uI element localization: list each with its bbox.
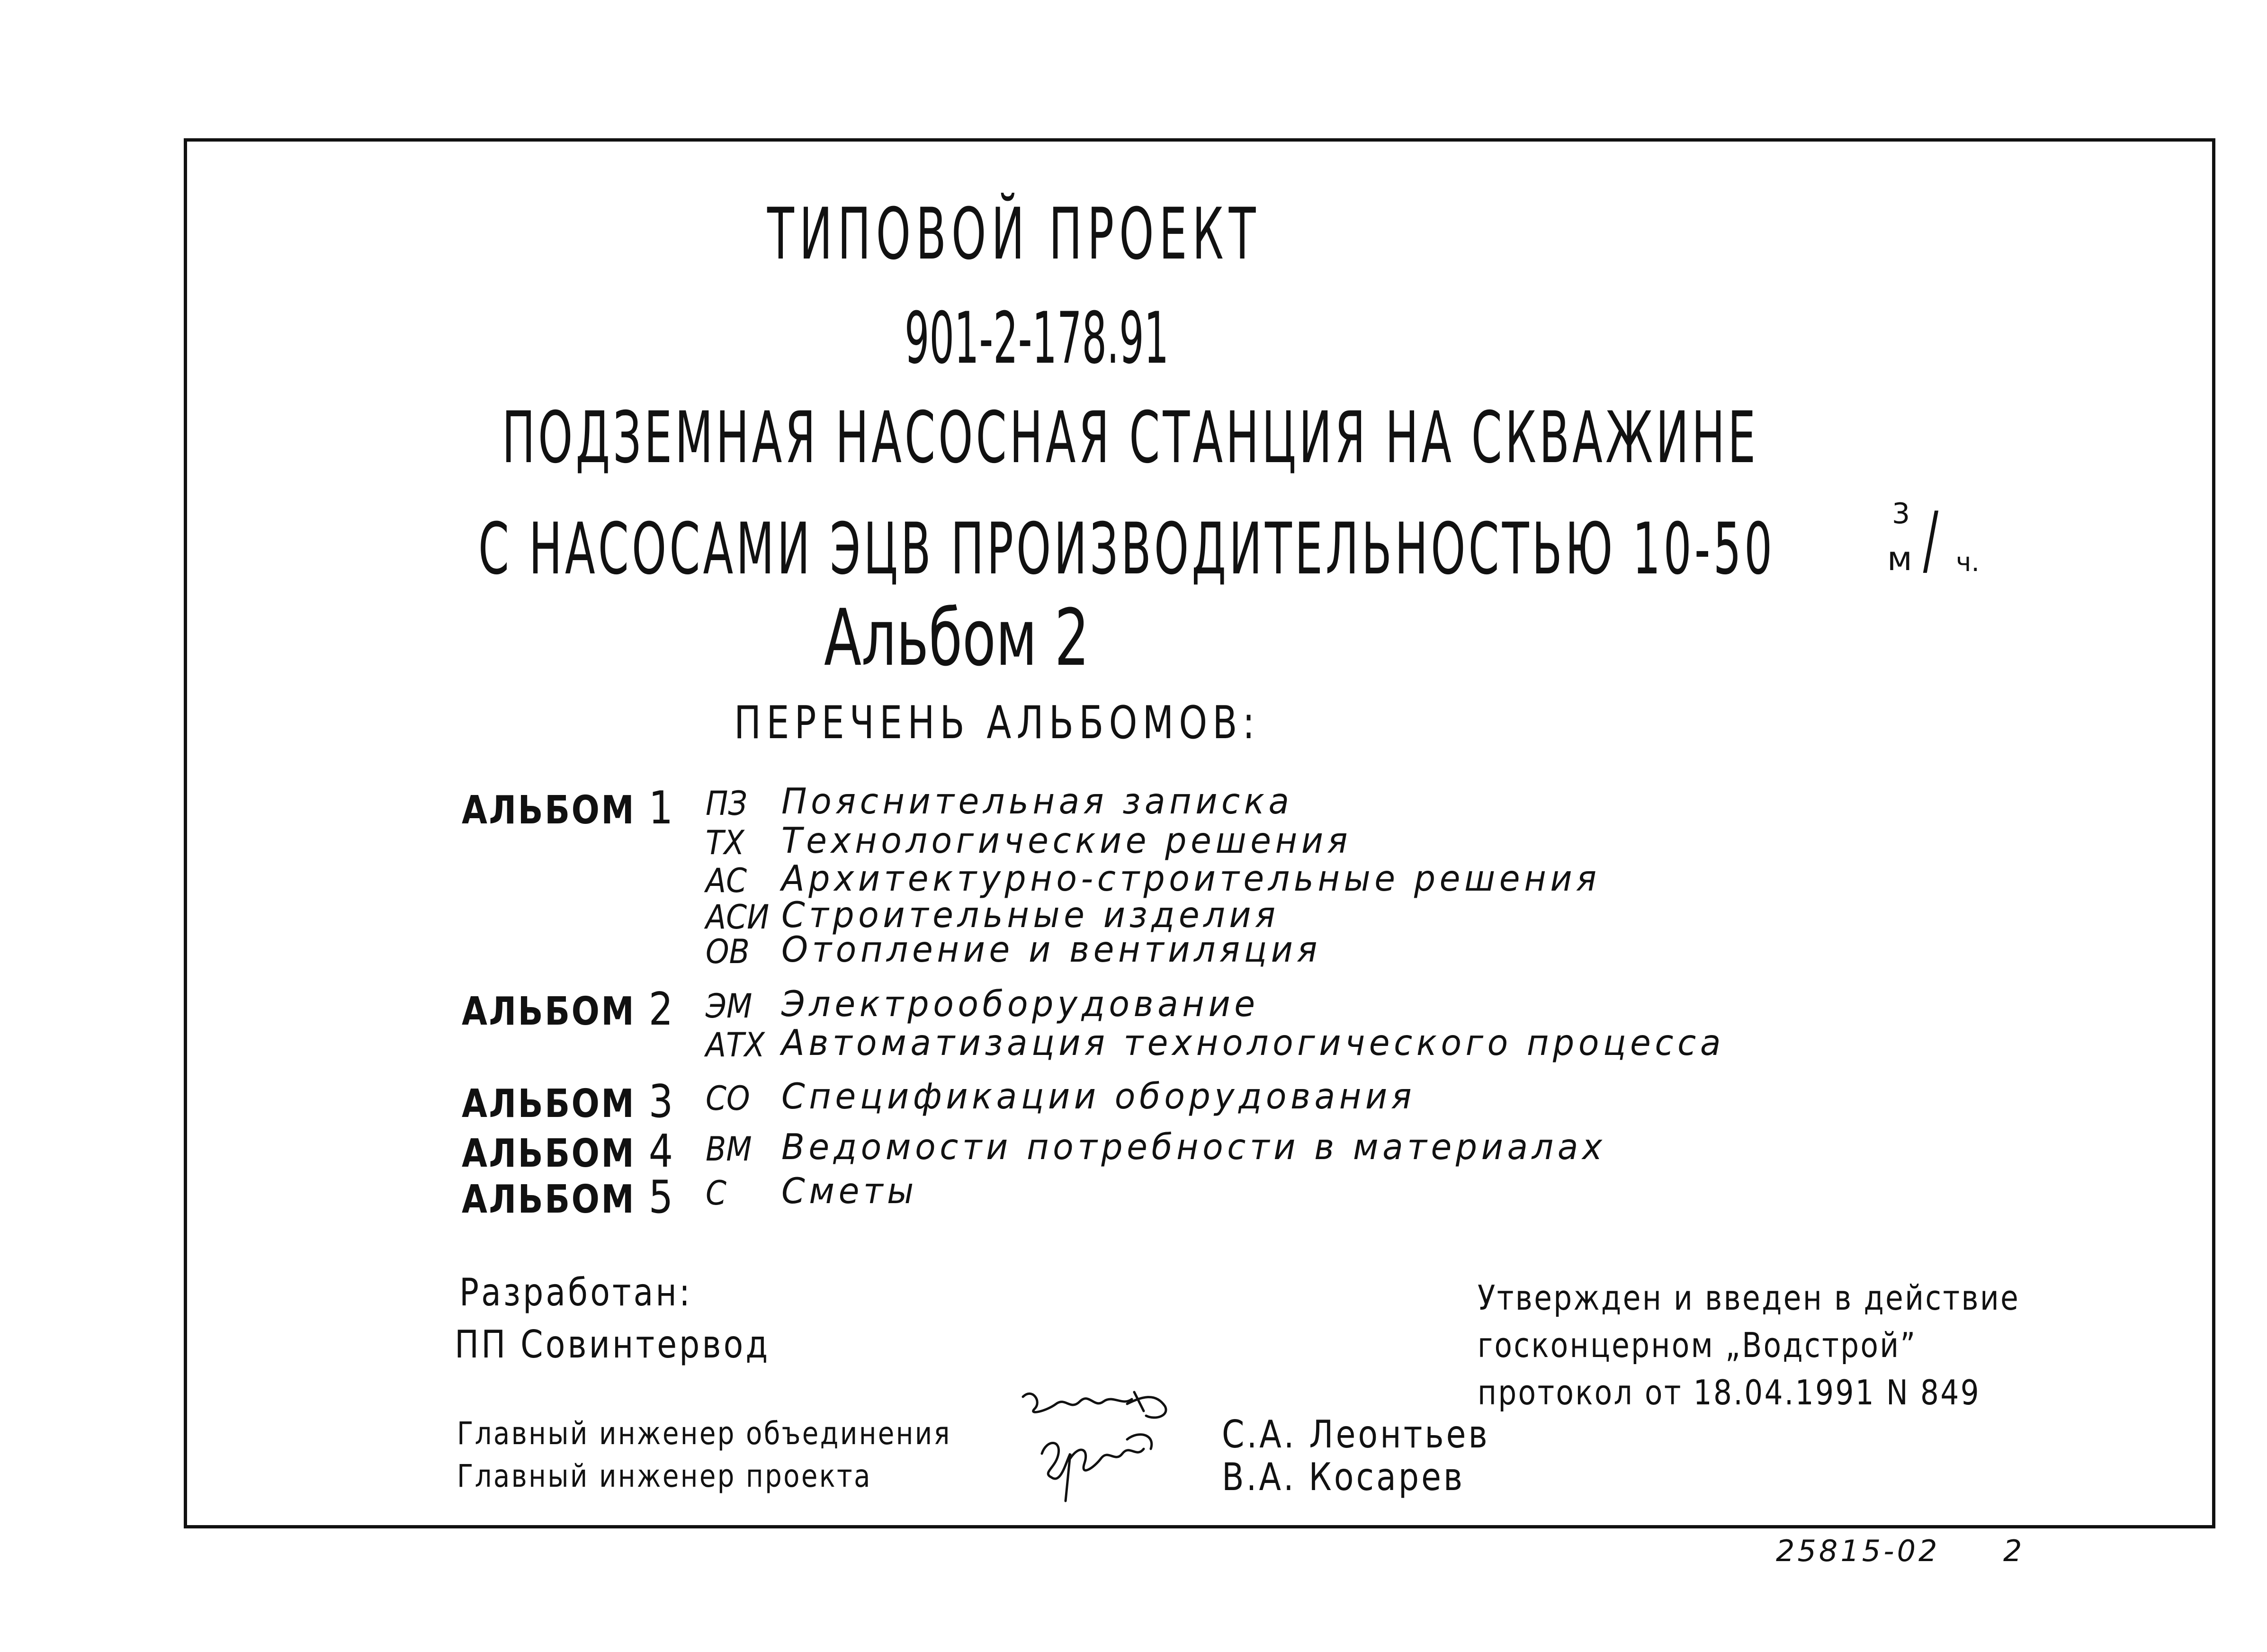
- section-code: АТХ: [706, 1026, 765, 1064]
- signatory-name: С.А. Леонтьев: [1222, 1412, 1490, 1456]
- album-label: АЛЬБОМ 5: [462, 1171, 675, 1223]
- project-number: 901-2-178.91: [905, 297, 1169, 380]
- signatory-name: В.А. Косарев: [1222, 1455, 1465, 1499]
- project-type-title: ТИПОВОЙ ПРОЕКТ: [767, 193, 1261, 276]
- unit-m: м: [1887, 539, 1912, 578]
- section-code: С: [706, 1174, 727, 1213]
- album-label: АЛЬБОМ 4: [462, 1125, 675, 1178]
- unit-superscript: 3: [1892, 497, 1910, 530]
- approval-line3: протокол от 18.04.1991 N 849: [1478, 1373, 1981, 1412]
- approval-line2: госконцерном „Водстрой”: [1478, 1325, 1917, 1365]
- section-description: Пояснительная записка: [781, 780, 1293, 822]
- album-label: АЛЬБОМ 1: [462, 782, 675, 834]
- project-name-line1: ПОДЗЕМНАЯ НАСОСНАЯ СТАНЦИЯ НА СКВАЖИНЕ: [502, 397, 1759, 479]
- section-code: ТХ: [706, 823, 744, 862]
- section-code: СО: [706, 1079, 750, 1118]
- album-title: Альбом 2: [824, 592, 1090, 683]
- section-description: Технологические решения: [781, 820, 1352, 861]
- handwritten-signatures: [1013, 1383, 1193, 1515]
- document-number: 25815-02: [1776, 1534, 1940, 1568]
- unit-hour: ч.: [1956, 547, 1980, 577]
- developer-org: ПП Совинтервод: [455, 1322, 771, 1366]
- section-description: Ведомости потребности в материалах: [781, 1126, 1606, 1168]
- section-code: АС: [706, 861, 747, 900]
- section-description: Архитектурно-строительные решения: [781, 857, 1601, 899]
- signature-position: Главный инженер проекта: [457, 1458, 872, 1494]
- approval-line1: Утвержден и введен в действие: [1478, 1278, 2020, 1318]
- section-code: ОВ: [706, 932, 750, 971]
- section-description: Спецификации оборудования: [781, 1075, 1416, 1117]
- section-description: Строительные изделия: [781, 894, 1280, 936]
- section-description: Электрооборудование: [781, 983, 1259, 1025]
- section-code: ПЗ: [706, 784, 747, 823]
- page-number: 2: [2003, 1534, 2025, 1568]
- unit-slash: /: [1923, 495, 1939, 584]
- album-label: АЛЬБОМ 3: [462, 1076, 675, 1128]
- project-name-line2: С НАСОСАМИ ЭЦВ ПРОИЗВОДИТЕЛЬНОСТЬЮ 10-50: [478, 508, 1775, 590]
- album-label: АЛЬБОМ 2: [462, 983, 675, 1036]
- albums-list-heading: ПЕРЕЧЕНЬ АЛЬБОМОВ:: [734, 697, 1260, 749]
- section-code: ЭМ: [706, 987, 753, 1026]
- section-description: Отопление и вентиляция: [781, 929, 1321, 970]
- section-code: ВМ: [706, 1130, 752, 1169]
- section-description: Сметы: [781, 1170, 918, 1212]
- section-code: АСИ: [706, 898, 770, 937]
- developer-label: Разработан:: [459, 1270, 692, 1314]
- signature-position: Главный инженер объединения: [457, 1415, 951, 1452]
- section-description: Автоматизация технологического процесса: [781, 1022, 1725, 1063]
